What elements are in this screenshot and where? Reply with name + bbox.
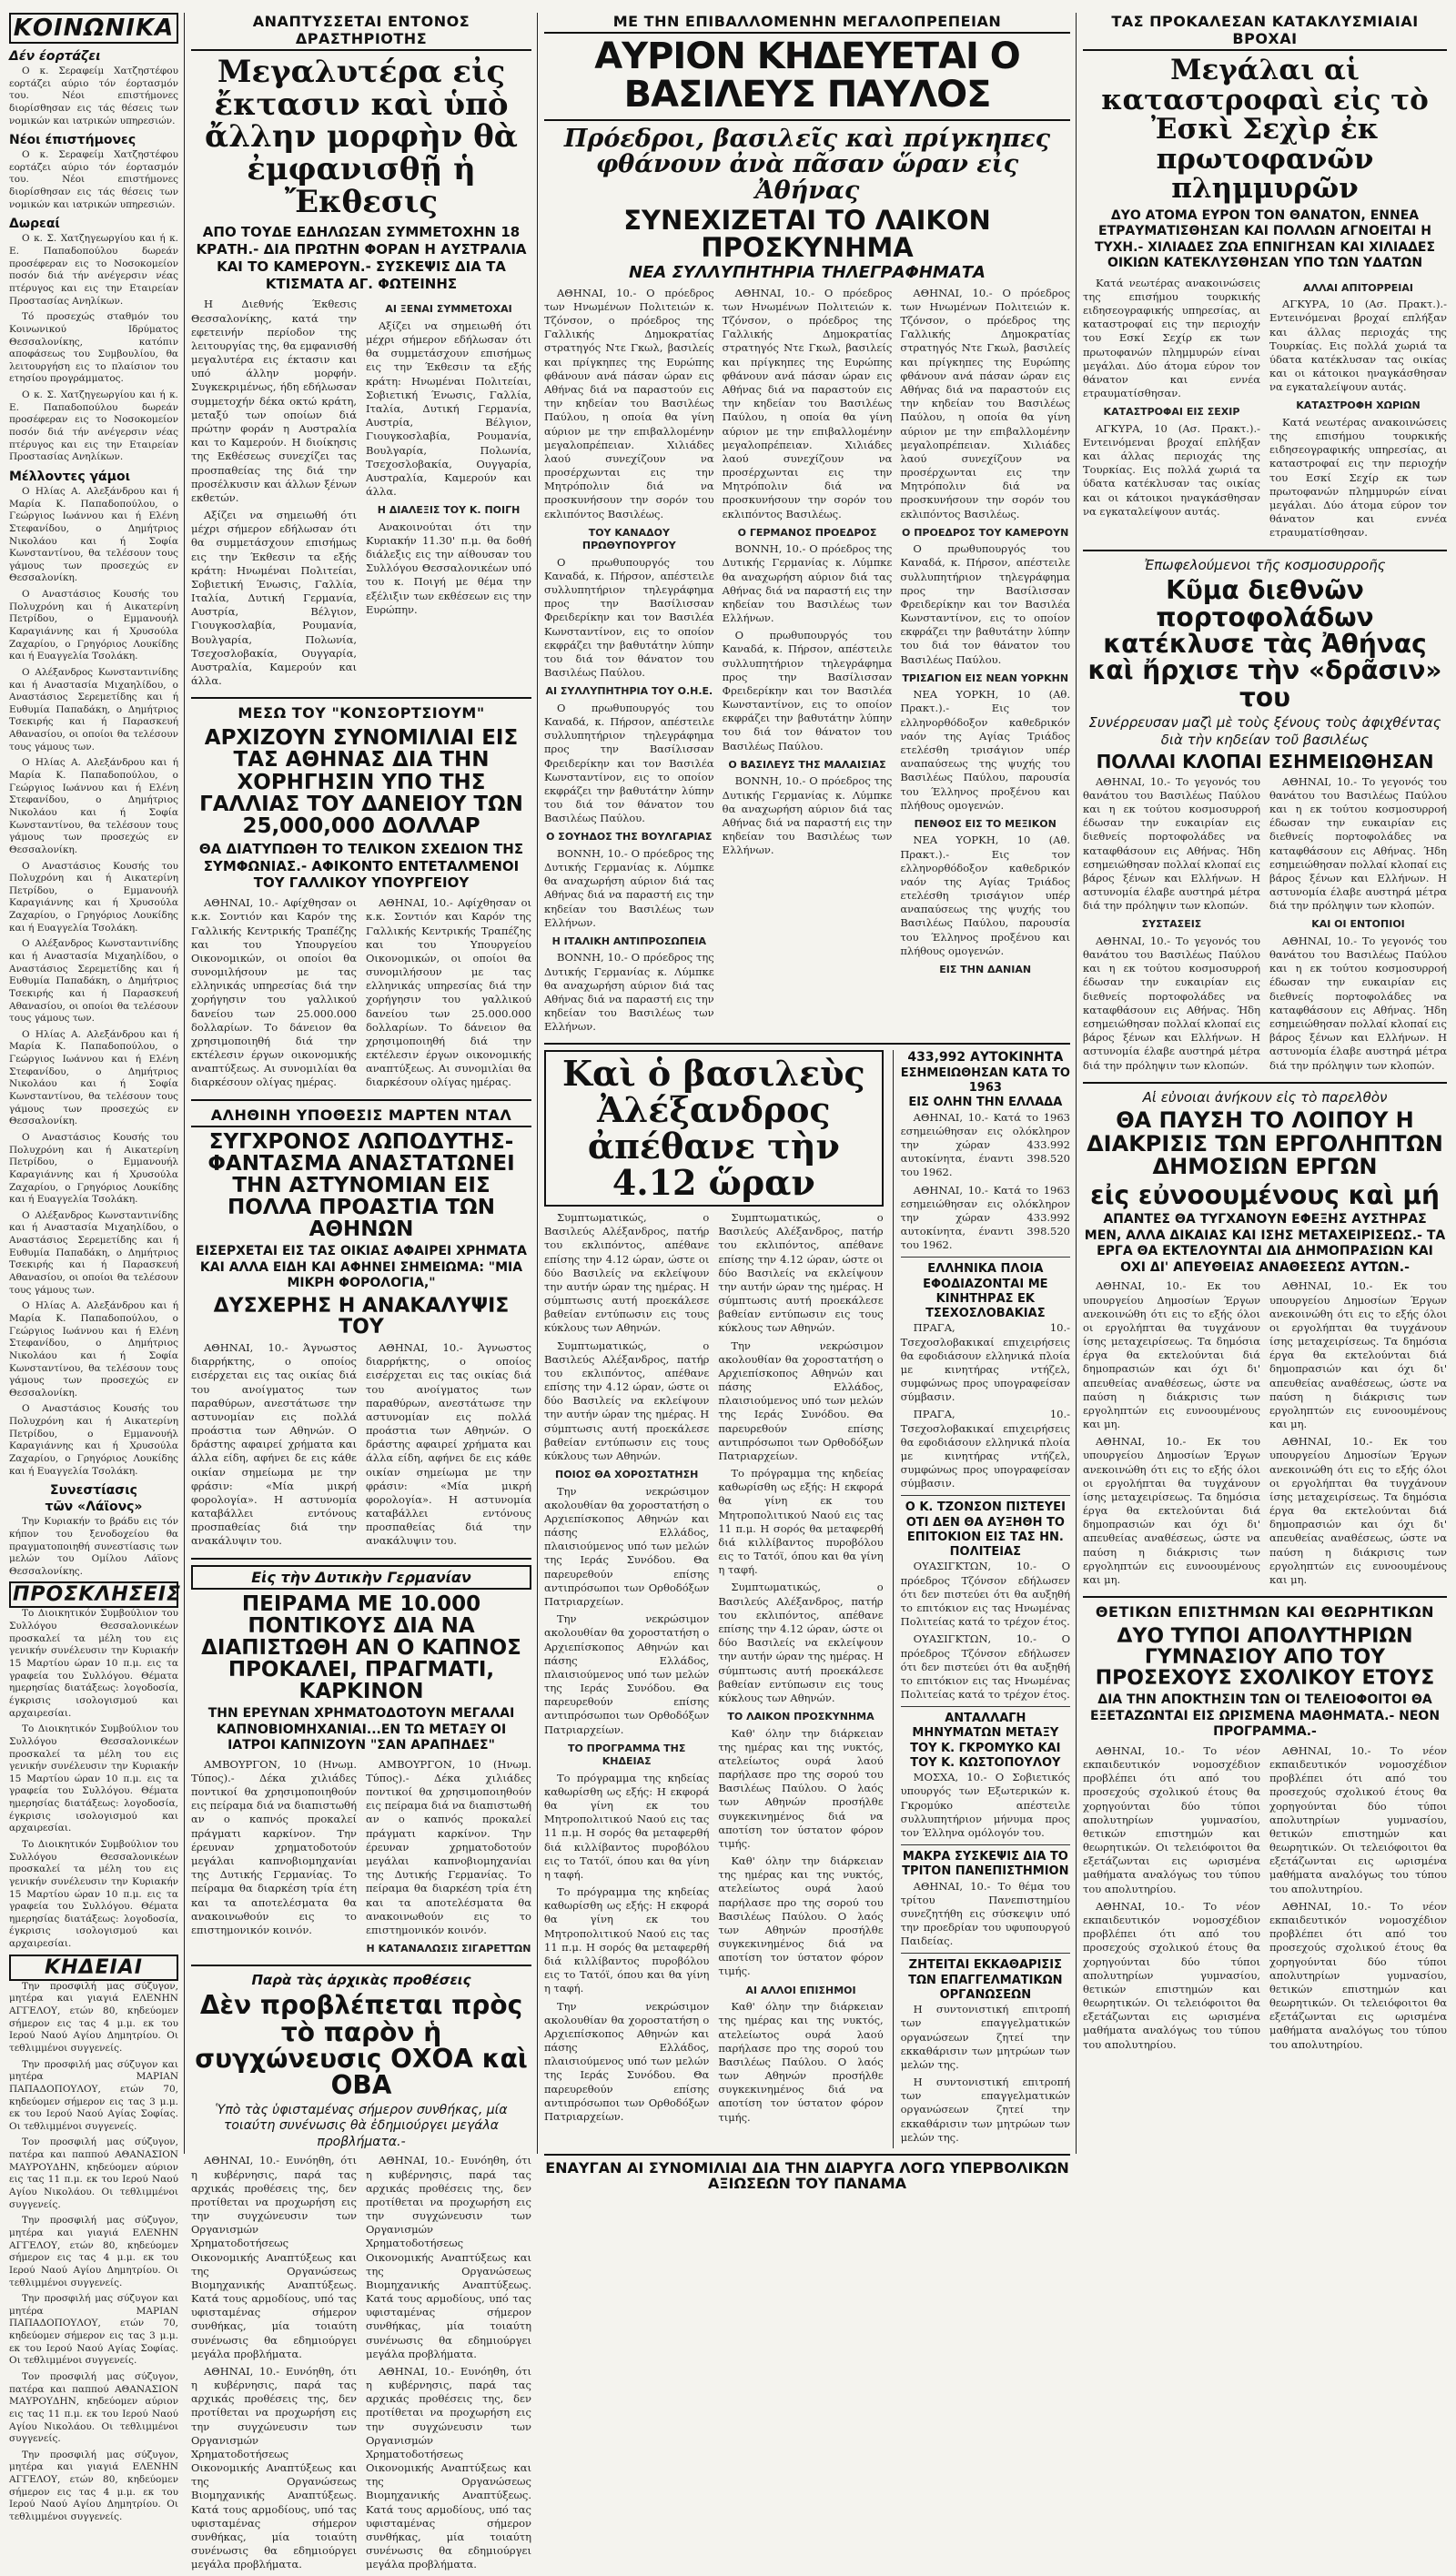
proskliseis-header: ΠΡΟΣΚΛΗΣΕΙΣ [9,1581,178,1608]
flood-body: Κατά νεωτέρας ανακοινώσεις της επισήμου τουρκικής ειδησεογραφικής υπηρεσίας, αι καταστροφαί εις την περιοχήν του Εσκί Σεχίρ εκ των πρωτοφανών πλημμυρών είναι μεγάλαι. Δύο άτομα εύρον τον θάνατον και εννέα ετραυματίσθησαν. ΚΑΤΑΣΤΡΟΦΑΙ ΕΙΣ ΣΕΧΙΡ ΑΓΚΥΡΑ, 10 (Ασ. Πρακτ.).- Εντεινόμεναι βροχαί επλήξαν και άλλας περιοχάς της Τουρκίας. Εις πολλά χωριά τα ύδατα κατέκλυσαν τας οικίας και οι κάτοικοι ηναγκάσθησαν να εγκαταλείψουν αυτάς. ΑΛΛΑΙ ΑΠΙΤΟΡΡΕΙΑΙ ΑΓΚΥΡΑ, 10 (Ασ. Πρακτ.).- Εντεινόμεναι βροχαί επλήξαν και άλλας περιοχάς της Τουρκίας. Εις πολλά χωριά τα ύδατα κατέκλυσαν τας οικίας και οι κάτοικοι ηναγκάσθησαν να εγκαταλείψουν αυτάς. ΚΑΤΑΣΤΡΟΦΗ ΧΩΡΙΩΝ Κατά νεωτέρας ανακοινώσεις της επισήμου τουρκικής ειδησεογραφικής υπηρεσίας, αι καταστροφαί εις την περιοχήν του Εσκί Σεχίρ εκ των πρωτοφανών πλημμυρών είναι μεγάλαι. Δύο άτομα εύρον τον θάνατον και εννέα ετραυματίσθησαν. [1083,276,1447,540]
gromyko-headline: ΑΝΤΑΛΛΑΓΗ ΜΗΝΥΜΑΤΩΝ ΜΕΤΑΞΥ ΤΟΥ Κ. ΓΚΡΟΜΥΚΟ ΚΑΙ ΤΟΥ Κ. ΚΩΣΤΟΠΟΥΛΟΥ [910,1712,1061,1770]
king-sect-3: ΑΙ ΣΥΛΛΥΠΗΤΗΡΙΑ ΤΟΥ Ο.Η.Ε. [545,685,713,698]
dorea-title: Δωρεαί [9,217,60,232]
kideiai-text: Την προσφιλή μας σύζυγον, μητέρα και γιαγιά ΕΛΕΝΗΝ ΑΓΓΕΛΟΥ, ετών 80, κηδεύομεν σήμερον εις τας 4 μ.μ. εκ του Ιερού Ναού Αγίου Δημητρίου. Οι τεθλιμμένοι συγγενείς. Την προσφιλή μας σύζυγον και μητέρα ΜΑΡΙΑΝ ΠΑΠΑΔΟΠΟΥΛΟΥ, ετών 70, κηδεύομεν σήμερον εις τας 3 μ.μ. εκ του Ιερού Ναού Αγίας Σοφίας. Οι τεθλιμμένοι συγγενείς. Τον προσφιλή μας σύζυγον, πατέρα και παππού ΑΘΑΝΑΣΙΟΝ ΜΑΥΡΟΥΔΗΝ, κηδεύομεν αύριον εις τας 11 π.μ. εκ του Ιερού Ναού Αγίου Νικολάου. Οι τεθλιμμένοι συγγενείς. Την προσφιλή μας σύζυγον, μητέρα και γιαγιά ΕΛΕΝΗΝ ΑΓΓΕΛΟΥ, ετών 80, κηδεύομεν σήμερον εις τας 4 μ.μ. εκ του Ιερού Ναού Αγίου Δημητρίου. Οι τεθλιμμένοι συγγενείς. Την προσφιλή μας σύζυγον και μητέρα ΜΑΡΙΑΝ ΠΑΠΑΔΟΠΟΥΛΟΥ, ετών 70, κηδεύομεν σήμερον εις τας 3 μ.μ. εκ του Ιερού Ναού Αγίας Σοφίας. Οι τεθλιμμένοι συγγενείς. Τον προσφιλή μας σύζυγον, πατέρα και παππού ΑΘΑΝΑΣΙΟΝ ΜΑΥΡΟΥΔΗΝ, κηδεύομεν αύριον εις τας 11 π.μ. εκ του Ιερού Ναού Αγίου Νικολάου. Οι τεθλιμμένοι συγγενείς. Την προσφιλή μας σύζυγον, μητέρα και γιαγιά ΕΛΕΝΗΝ ΑΓΓΕΛΟΥ, ετών 80, κηδεύομεν σήμερον εις τας 4 μ.μ. εκ του Ιερού Ναού Αγίου Δημητρίου. Οι τεθλιμμένοι συγγενείς. [9,1980,178,2523]
king-sect-10: Ο ΣΟΥΗΔΟΣ ΤΗΣ ΒΟΥΛΓΑΡΙΑΣ [546,831,713,844]
ochoa-sub: Ὑπὸ τὰς ὑφισταμένας σήμερον συνθήκας, μία τοιαύτη συνένωσις θὰ ἐδημιούργει μεγάλα προβλήματα.- [215,2102,508,2149]
king-sub-bold: ΣΥΝΕΧΙΖΕΤΑΙ ΤΟ ΛΑΙΚΟΝ ΠΡΟΣΚΥΝΗΜΑ [623,205,991,264]
exhibition-sect-1: ΑΙ ΞΕΝΑΙ ΣΥΜΜΕΤΟΧΑΙ [385,303,512,316]
exhibition-kicker: ΑΝΑΠΤΥΣΣΕΤΑΙ ΕΝΤΟΝΟΣ ΔΡΑΣΤΗΡΙΟΤΗΣ [191,13,531,51]
king-body: ΑΘΗΝΑΙ, 10.- Ο πρόεδρος των Ηνωμένων Πολιτειών κ. Τζόνσον, ο πρόεδρος της Γαλλικής Δημοκρατίας στρατηγός Ντε Γκωλ, βασιλείς και πρίγκηπες της Ευρώπης φθάνουν ανά πάσαν ώραν εις Αθήνας διά να παραστούν εις την κηδείαν του Βασιλέως Παύλου, η οποία θα γίνη αύριον με την επιβαλλομένην μεγαλοπρέπειαν. Χιλιάδες λαού συνεχίζουν να προσέρχωνται εις την Μητρόπολιν διά να προσκυνήσουν την σορόν του εκλιπόντος Βασιλέως. ΤΟΥ ΚΑΝΑΔΟΥ ΠΡΩΘΥΠΟΥΡΓΟΥ Ο πρωθυπουργός του Καναδά, κ. Πήρσον, απέστειλε συλλυπητήριον τηλεγράφημα προς την Βασίλισσαν Φρειδερίκην και τον Βασιλέα Κωνσταντίνον, εις το οποίον εκφράζει την βαθυτάτην λύπην του διά τον θάνατον του Βασιλέως Παύλου. ΑΙ ΣΥΛΛΥΠΗΤΗΡΙΑ ΤΟΥ Ο.Η.Ε. Ο πρωθυπουργός του Καναδά, κ. Πήρσον, απέστειλε συλλυπητήριον τηλεγράφημα προς την Βασίλισσαν Φρειδερίκην και τον Βασιλέα Κωνσταντίνον, εις το οποίον εκφράζει την βαθυτάτην λύπην του διά τον θάνατον του Βασιλέως Παύλου. Ο ΣΟΥΗΔΟΣ ΤΗΣ ΒΟΥΛΓΑΡΙΑΣ ΒΟΝΝΗ, 10.- Ο πρόεδρος της Δυτικής Γερμανίας κ. Λύμπκε θα αναχωρήση αύριον διά τας Αθήνας διά να παραστή εις την κηδείαν του Βασιλέως των Ελλήνων. Η ΙΤΑΛΙΚΗ ΑΝΤΙΠΡΟΣΩΠΕΙΑ ΒΟΝΝΗ, 10.- Ο πρόεδρος της Δυτικής Γερμανίας κ. Λύμπκε θα αναχωρήση αύριον διά τας Αθήνας διά να παραστή εις την κηδείαν του Βασιλέως των Ελλήνων. ΑΘΗΝΑΙ, 10.- Ο πρόεδρος των Ηνωμένων Πολιτειών κ. Τζόνσον, ο πρόεδρος της Γαλλικής Δημοκρατίας στρατηγός Ντε Γκωλ, βασιλείς και πρίγκηπες της Ευρώπης φθάνουν ανά πάσαν ώραν εις Αθήνας διά να παραστούν εις την κηδείαν του Βασιλέως Παύλου, η οποία θα γίνη αύριον με την επιβαλλομένην μεγαλοπρέπειαν. Χιλιάδες λαού συνεχίζουν να προσέρχωνται εις την Μητρόπολιν διά να προσκυνήσουν την σορόν του εκλιπόντος Βασιλέως. Ο ΓΕΡΜΑΝΟΣ ΠΡΟΕΔΡΟΣ ΒΟΝΝΗ, 10.- Ο πρόεδρος της Δυτικής Γερμανίας κ. Λύμπκε θα αναχωρήση αύριον διά τας Αθήνας διά να παραστή εις την κηδείαν του Βασιλέως των Ελλήνων. Ο πρωθυπουργός του Καναδά, κ. Πήρσον, απέστειλε συλλυπητήριον τηλεγράφημα προς την Βασίλισσαν Φρειδερίκην και τον Βασιλέα Κωνσταντίνον, εις το οποίον εκφράζει την βαθυτάτην λύπην του διά τον θάνατον του Βασιλέως Παύλου. Ο ΒΑΣΙΛΕΥΣ ΤΗΣ ΜΑΛΑΙΣΙΑΣ ΒΟΝΝΗ, 10.- Ο πρόεδρος της Δυτικής Γερμανίας κ. Λύμπκε θα αναχωρήση αύριον διά τας Αθήνας διά να παραστή εις την κηδείαν του Βασιλέως των Ελλήνων. ΑΘΗΝΑΙ, 10.- Ο πρόεδρος των Ηνωμένων Πολιτειών κ. Τζόνσον, ο πρόεδρος της Γαλλικής Δημοκρατίας στρατηγός Ντε Γκωλ, βασιλείς και πρίγκηπες της Ευρώπης φθάνουν ανά πάσαν ώραν εις Αθήνας διά να παραστούν εις την κηδείαν του Βασιλέως Παύλου, η οποία θα γίνη αύριον με την επιβαλλομένην μεγαλοπρέπειαν. Χιλιάδες λαού συνεχίζουν να προσέρχωνται εις την Μητρόπολιν διά να προσκυνήσουν την σορόν του εκλιπόντος Βασιλέως. Ο ΠΡΟΕΔΡΟΣ ΤΟΥ ΚΑΜΕΡΟΥΝ Ο πρωθυπουργός του Καναδά, κ. Πήρσον, απέστειλε συλλυπητήριον τηλεγράφημα προς την Βασίλισσαν Φρειδερίκην και τον Βασιλέα Κωνσταντίνον, εις το οποίον εκφράζει την βαθυτάτην λύπην του διά τον θάνατον του Βασιλέως Παύλου. ΤΡΙΣΑΓΙΟΝ ΕΙΣ ΝΕΑΝ ΥΟΡΚΗΝ ΝΕΑ ΥΟΡΚΗ, 10 (Αθ. Πρακτ.).- Εις τον ελληνορθόδοξον καθεδρικόν ναόν της Αγίας Τριάδος ετελέσθη τρισάγιον υπέρ αναπαύσεως της ψυχής του Βασιλέως Παύλου, παρουσία του Έλληνος προξένου και πλήθους ομογενών. ΠΕΝΘΟΣ ΕΙΣ ΤΟ ΜΕΞΙΚΟΝ ΝΕΑ ΥΟΡΚΗ, 10 (Αθ. Πρακτ.).- Εις τον ελληνορθόδοξον καθεδρικόν ναόν της Αγίας Τριάδος ετελέσθη τρισάγιον υπέρ αναπαύσεως της ψυχής του Βασιλέως Παύλου, παρουσία του Έλληνος προξένου και πλήθους ομογενών. ΕΙΣ ΤΗΝ ΔΑΝΙΑΝ [544,286,1071,1034]
kideiai-header: ΚΗΔΕΙΑΙ [9,1955,178,1981]
mice-sub: ΤΗΝ ΕΡΕΥΝΑΝ ΧΡΗΜΑΤΟΔΟΤΟΥΝ ΜΕΓΑΛΑΙ ΚΑΠΝΟΒΙΟΜΗΧΑΝΙΑΙ...ΕΝ ΤΩ ΜΕΤΑΞΥ ΟΙ ΙΑΤΡΟΙ ΚΑΠΝΙΖΟΥΝ "ΣΑΝ ΑΡΑΠΗΔΕΣ" [207,1706,515,1753]
column-2 [191,13,531,2571]
organizations-body: Η συντονιστική επιτροπή των επαγγελματικών οργανώσεων ζητεί την εκκαθάρισιν των μητρώων των μελών της. Η συντονιστική επιτροπή των επαγγελματικών οργανώσεων ζητεί την εκκαθάρισιν των μητρώων των μελών της. [900,2003,1070,2144]
pickpocket-kicker: Ἐπωφελούμενοι τῆς κοσμοσυρροῆς [1144,556,1386,573]
cars-kicker-2: ΕΣΗΜΕΙΩΘΗΣΑΝ ΚΑΤΑ ΤΟ 1963 [900,1066,1070,1096]
alexander-sect-3: ΤΟ ΛΑΙΚΟΝ ΠΡΟΣΚΥΝΗΜΑ [727,1711,875,1723]
ships-body: ΠΡΑΓΑ, 10.- Τσεχοσλοβακικαί επιχειρήσεις θα εφοδιάσουν ελληνικά πλοία με κινητήρας ντήζελ, συμφώνως προς υπογραφείσαν σύμβασιν. ΠΡΑΓΑ, 10.- Τσεχοσλοβακικαί επιχειρήσεις θα εφοδιάσουν ελληνικά πλοία με κινητήρας ντήζελ, συμφώνως προς υπογραφείσαν σύμβασιν. [900,1321,1070,1490]
king-headline: ΑΥΡΙΟΝ ΚΗΔΕΥΕΤΑΙ Ο ΒΑΣΙΛΕΥΣ ΠΑΥΛΟΣ [594,35,1020,116]
pickpocket-sect-1: ΚΑΙ ΟΙ ΕΝΤΟΠΙΟΙ [1311,918,1405,931]
giortazei-title: Δέν έορτάζει [9,49,101,64]
alexander-body: Συμπτωματικώς, ο Βασιλεύς Αλέξανδρος, πατήρ του εκλιπόντος, απέθανε επίσης την 4.12 ώραν, ώστε οι δύο Βασιλείς να εκλείψουν την αυτήν ώραν της ημέρας. Η σύμπτωσις αυτή προεκάλεσε βαθείαν εντύπωσιν εις τους κύκλους των Αθηνών. Συμπτωματικώς, ο Βασιλεύς Αλέξανδρος, πατήρ του εκλιπόντος, απέθανε επίσης την 4.12 ώραν, ώστε οι δύο Βασιλείς να εκλείψουν την αυτήν ώραν της ημέρας. Η σύμπτωσις αυτή προεκάλεσε βαθείαν εντύπωσιν εις τους κύκλους των Αθηνών. ΠΟΙΟΣ ΘΑ ΧΟΡΟΣΤΑΤΗΣΗ Την νεκρώσιμον ακολουθίαν θα χοροστατήση ο Αρχιεπίσκοπος Αθηνών και πάσης Ελλάδος, πλαισιούμενος υπό των μελών της Ιεράς Συνόδου. Θα παρευρεθούν επίσης αντιπρόσωποι των Ορθοδόξων Πατριαρχείων. Την νεκρώσιμον ακολουθίαν θα χοροστατήση ο Αρχιεπίσκοπος Αθηνών και πάσης Ελλάδος, πλαισιούμενος υπό των μελών της Ιεράς Συνόδου. Θα παρευρεθούν επίσης αντιπρόσωποι των Ορθοδόξων Πατριαρχείων. ΤΟ ΠΡΟΓΡΑΜΜΑ ΤΗΣ ΚΗΔΕΙΑΣ Το πρόγραμμα της κηδείας καθωρίσθη ως εξής: Η εκφορά θα γίνη εκ του Μητροπολιτικού Ναού εις τας 11 π.μ. Η σορός θα μεταφερθή διά κιλλίβαντος πυροβόλου εις το Τατόϊ, όπου και θα γίνη η ταφή. Το πρόγραμμα της κηδείας καθωρίσθη ως εξής: Η εκφορά θα γίνη εκ του Μητροπολιτικού Ναού εις τας 11 π.μ. Η σορός θα μεταφερθή διά κιλλίβαντος πυροβόλου εις το Τατόϊ, όπου και θα γίνη η ταφή. Την νεκρώσιμον ακολουθίαν θα χοροστατήση ο Αρχιεπίσκοπος Αθηνών και πάσης Ελλάδος, πλαισιούμενος υπό των μελών της Ιεράς Συνόδου. Θα παρευρεθούν επίσης αντιπρόσωποι των Ορθοδόξων Πατριαρχείων. Συμπτωματικώς, ο Βασιλεύς Αλέξανδρος, πατήρ του εκλιπόντος, απέθανε επίσης την 4.12 ώραν, ώστε οι δύο Βασιλείς να εκλείψουν την αυτήν ώραν της ημέρας. Η σύμπτωσις αυτή προεκάλεσε βαθείαν εντύπωσιν εις τους κύκλους των Αθηνών. Την νεκρώσιμον ακολουθίαν θα χοροστατήση ο Αρχιεπίσκοπος Αθηνών και πάσης Ελλάδος, πλαισιούμενος υπό των μελών της Ιεράς Συνόδου. Θα παρευρεθούν επίσης αντιπρόσωποι των Ορθοδόξων Πατριαρχείων. Το πρόγραμμα της κηδείας καθωρίσθη ως εξής: Η εκφορά θα γίνη εκ του Μητροπολιτικού Ναού εις τας 11 π.μ. Η σορός θα μεταφερθή διά κιλλίβαντος πυροβόλου εις το Τατόϊ, όπου και θα γίνη η ταφή. Συμπτωματικώς, ο Βασιλεύς Αλέξανδρος, πατήρ του εκλιπόντος, απέθανε επίσης την 4.12 ώραν, ώστε οι δύο Βασιλείς να εκλείψουν την αυτήν ώραν της ημέρας. Η σύμπτωσις αυτή προεκάλεσε βαθείαν εντύπωσιν εις τους κύκλους των Αθηνών. ΤΟ ΛΑΙΚΟΝ ΠΡΟΣΚΥΝΗΜΑ Καθ' όλην την διάρκειαν της ημέρας και της νυκτός, ατελείωτος ουρά λαού παρήλασε προ της σορού του Βασιλέως Παύλου. Ο λαός των Αθηνών προσήλθε συγκεκινημένος διά να αποτίση τον ύστατον φόρον τιμής. Καθ' όλην την διάρκειαν της ημέρας και της νυκτός, ατελείωτος ουρά λαού παρήλασε προ της σορού του Βασιλέως Παύλου. Ο λαός των Αθηνών προσήλθε συγκεκινημένος διά να αποτίση τον ύστατον φόρον τιμής. ΑΙ ΑΛΛΟΙ ΕΠΙΣΗΜΟΙ Καθ' όλην την διάρκειαν της ημέρας και της νυκτός, ατελείωτος ουρά λαού παρήλασε προ της σορού του Βασιλέως Παύλου. Ο λαός των Αθηνών προσήλθε συγκεκινημένος διά να αποτίση τον ύστατον φόρον τιμής. [544,1211,884,2124]
gamoi-text: Ο Ηλίας Α. Αλεξάνδρου και ή Μαρία Κ. Παπαδοπούλου, ο Γεώργιος Ιωάννου και ή Ελένη Στεφανίδου, ο Δημήτριος Νικολάου και ή Σοφία Κωνσταντίνου, θα τελέσουν τους γάμους των προσεχώς εν Θεσσαλονίκη. Ο Αναστάσιος Κουσής του Πολυχρόνη και ή Αικατερίνη Πετρίδου, ο Εμμανουήλ Καραγιάννης και ή Χρυσούλα Ζαχαρίου, ο Γρηγόριος Λουκίδης και ή Ευαγγελία Τσολάκη. Ο Αλέξανδρος Κωνσταντινίδης και ή Αναστασία Μιχαηλίδου, ο Αναστάσιος Σερεμετίδης και ή Ευθυμία Παπαδάκη, ο Δημήτριος Τσεκιρής και ή Παρασκευή Αθανασίου, οι οποίοι θα τελέσουν τους γάμους των. Ο Ηλίας Α. Αλεξάνδρου και ή Μαρία Κ. Παπαδοπούλου, ο Γεώργιος Ιωάννου και ή Ελένη Στεφανίδου, ο Δημήτριος Νικολάου και ή Σοφία Κωνσταντίνου, θα τελέσουν τους γάμους των προσεχώς εν Θεσσαλονίκη. Ο Αναστάσιος Κουσής του Πολυχρόνη και ή Αικατερίνη Πετρίδου, ο Εμμανουήλ Καραγιάννης και ή Χρυσούλα Ζαχαρίου, ο Γρηγόριος Λουκίδης και ή Ευαγγελία Τσολάκη. Ο Αλέξανδρος Κωνσταντινίδης και ή Αναστασία Μιχαηλίδου, ο Αναστάσιος Σερεμετίδης και ή Ευθυμία Παπαδάκη, ο Δημήτριος Τσεκιρής και ή Παρασκευή Αθανασίου, οι οποίοι θα τελέσουν τους γάμους των. Ο Ηλίας Α. Αλεξάνδρου και ή Μαρία Κ. Παπαδοπούλου, ο Γεώργιος Ιωάννου και ή Ελένη Στεφανίδου, ο Δημήτριος Νικολάου και ή Σοφία Κωνσταντίνου, θα τελέσουν τους γάμους των προσεχώς εν Θεσσαλονίκη. Ο Αναστάσιος Κουσής του Πολυχρόνη και ή Αικατερίνη Πετρίδου, ο Εμμανουήλ Καραγιάννης και ή Χρυσούλα Ζαχαρίου, ο Γρηγόριος Λουκίδης και ή Ευαγγελία Τσολάκη. Ο Αλέξανδρος Κωνσταντινίδης και ή Αναστασία Μιχαηλίδου, ο Αναστάσιος Σερεμετίδης και ή Ευθυμία Παπαδάκη, ο Δημήτριος Τσεκιρής και ή Παρασκευή Αθανασίου, οι οποίοι θα τελέσουν τους γάμους των. Ο Ηλίας Α. Αλεξάνδρου και ή Μαρία Κ. Παπαδοπούλου, ο Γεώργιος Ιωάννου και ή Ελένη Στεφανίδου, ο Δημήτριος Νικολάου και ή Σοφία Κωνσταντίνου, θα τελέσουν τους γάμους των προσεχώς εν Θεσσαλονίκη. Ο Αναστάσιος Κουσής του Πολυχρόνη και ή Αικατερίνη Πετρίδου, ο Εμμανουήλ Καραγιάννης και ή Χρυσούλα Ζαχαρίου, ο Γρηγόριος Λουκίδης και ή Ευαγγελία Τσολάκη. [9,485,178,1477]
king-sub-italic2: ΝΕΑ ΣΥΛΛΥΠΗΤΗΡΙΑ ΤΗΛΕΓΡΑΦΗΜΑΤΑ [629,262,986,282]
exhibition-sect-2: Η ΔΙΑΛΕΞΙΣ ΤΟΥ Κ. ΠΟΙΓΗ [377,504,521,517]
contractors-body: ΑΘΗΝΑΙ, 10.- Εκ του υπουργείου Δημοσίων Έργων ανεκοινώθη ότι εις το εξής όλοι οι εργολήπται θα τυγχάνουν ίσης μεταχειρίσεως. Τα δημόσια έργα θα εκτελούνται διά δημοπρασιών και όχι δι' απευθείας αναθέσεως, ώστε να παύση η διάκρισις των εργοληπτών εις ευνοουμένους και μη. ΑΘΗΝΑΙ, 10.- Εκ του υπουργείου Δημοσίων Έργων ανεκοινώθη ότι εις το εξής όλοι οι εργολήπται θα τυγχάνουν ίσης μεταχειρίσεως. Τα δημόσια έργα θα εκτελούνται διά δημοπρασιών και όχι δι' απευθείας αναθέσεως, ώστε να παύση η διάκρισις των εργοληπτών εις ευνοουμένους και μη. ΑΘΗΝΑΙ, 10.- Εκ του υπουργείου Δημοσίων Έργων ανεκοινώθη ότι εις το εξής όλοι οι εργολήπται θα τυγχάνουν ίσης μεταχειρίσεως. Τα δημόσια έργα θα εκτελούνται διά δημοπρασιών και όχι δι' απευθείας αναθέσεως, ώστε να παύση η διάκρισις των εργοληπτών εις ευνοουμένους και μη. ΑΘΗΝΑΙ, 10.- Εκ του υπουργείου Δημοσίων Έργων ανεκοινώθη ότι εις το εξής όλοι οι εργολήπται θα τυγχάνουν ίσης μεταχειρίσεως. Τα δημόσια έργα θα εκτελούνται διά δημοπρασιών και όχι δι' απευθείας αναθέσεως, ώστε να παύση η διάκρισις των εργοληπτών εις ευνοουμένους και μη. [1083,1279,1447,1586]
column-rule [537,13,538,2154]
neoi-epistimones-title: Νέοι έπιστήμονες [9,133,136,148]
johnson-body: ΟΥΑΣΙΓΚΤΩΝ, 10.- Ο πρόεδρος Τζόνσον εδήλωσεν ότι δεν πιστεύει ότι θα αυξηθή το επιτόκιον εις τας Ηνωμένας Πολιτείας κατά το τρέχον έτος. ΟΥΑΣΙΓΚΤΩΝ, 10.- Ο πρόεδρος Τζόνσον εδήλωσεν ότι δεν πιστεύει ότι θα αυξηθή το επιτόκιον εις τας Ηνωμένας Πολιτείας κατά το τρέχον έτος. [900,1560,1070,1702]
flood-kicker: ΤΑΣ ΠΡΟΚΑΛΕΣΑΝ ΚΑΤΑΚΛΥΣΜΙΑΙΑΙ ΒΡΟΧΑΙ [1083,13,1447,51]
column-3 [544,13,1071,2192]
flood-sect-2: ΚΑΤΑΣΤΡΟΦΑΙ ΕΙΣ ΣΕΧΙΡ [1103,406,1240,419]
university-body: ΑΘΗΝΑΙ, 10.- Το θέμα του τρίτου Πανεπιστημίου συνεζητήθη εις σύσκεψιν υπό την προεδρίαν του υφυπουργού Παιδείας. [900,1879,1070,1948]
center-briefs [893,1050,1070,2147]
flood-sect-1: ΑΛΛΑΙ ΑΠΙΤΟΡΡΕΙΑΙ [1303,281,1413,294]
school-kicker: ΘΕΤΙΚΩΝ ΕΠΙΣΤΗΜΩΝ ΚΑΙ ΘΕΩΡΗΤΙΚΩΝ [1095,1603,1435,1621]
cars-kicker-1: 433,992 ΑΥΤΟΚΙΝΗΤΑ [907,1050,1064,1066]
loan-headline: ΑΡΧΙΖΟΥΝ ΣΥΝΟΜΙΛΙΑΙ ΕΙΣ ΤΑΣ ΑΘΗΝΑΣ ΔΙΑ ΤΗΝ ΧΟΡΗΓΗΣΙΝ ΥΠΟ ΤΗΣ ΓΑΛΛΙΑΣ ΤΟΥ ΔΑΝΕΙΟΥ ΤΩΝ 25,000,000 ΔΟΛΛΑΡ [199,726,523,838]
university-headline: ΜΑΚΡΑ ΣΥΣΚΕΨΙΣ ΔΙΑ ΤΟ ΤΡΙΤΟΝ ΠΑΝΕΠΙΣΤΗΜΙΟΝ [902,1850,1069,1879]
thief-sub: ΕΙΣΕΡΧΕΤΑΙ ΕΙΣ ΤΑΣ ΟΙΚΙΑΣ ΑΦΑΙΡΕΙ ΧΡΗΜΑΤΑ ΚΑΙ ΑΛΛΑ ΕΙΔΗ ΚΑΙ ΑΦΗΝΕΙ ΣΗΜΕΙΩΜΑ: "ΜΙΑ ΜΙΚΡΗ ΦΟΡΟΛΟΓΙΑ," [195,1244,528,1291]
king-sect-2: Ο ΓΕΡΜΑΝΟΣ ΠΡΟΕΔΡΟΣ [737,526,877,539]
thief-sub2: ΔΥΣΧΕΡΗΣ Η ΑΝΑΚΑΛΥΨΙΣ ΤΟΥ [213,1294,510,1339]
loan-sub: ΘΑ ΔΙΑΤΥΠΩΘΗ ΤΟ ΤΕΛΙΚΟΝ ΣΧΕΔΙΟΝ ΤΗΣ ΣΥΜΦΩΝΙΑΣ.- ΑΦΙΚΟΝΤΟ ΕΝΤΕΤΑΛΜΕΝΟΙ ΤΟΥ ΓΑΛΛΙΚΟΥ ΥΠΟΥΡΓΕΙΟΥ [198,840,524,892]
contractors-kicker: Αἱ εὐνοιαι ἀνήκουν εἰς τὸ παρελθὸν [1142,1088,1388,1106]
dorea-text: Ο κ. Σ. Χατζηγεωργίου και ή κ. Ε. Παπαδοπούλου δωρεάν προσέφεραν εις το Νοσοκομείον ποσόν διά τήν ανέγερσιν νέας πτέρυγος και εις την Εταιρείαν Προστασίας Ανηλίκων. Τό προσεχώς σταθμόν του Κοινωνικού Ιδρύματος Θεσσαλονίκης, κατόπιν αποφάσεως του Συμβουλίου, θα λειτουργήση εις το πλαίσιον του ετησίου προγράμματος. Ο κ. Σ. Χατζηγεωργίου και ή κ. Ε. Παπαδοπούλου δωρεάν προσέφεραν εις το Νοσοκομείον ποσόν διά τήν ανέγερσιν νέας πτέρυγος και εις την Εταιρείαν Προστασίας Ανηλίκων. [9,233,178,463]
column-rule [1076,13,1077,2154]
school-sub: ΔΙΑ ΤΗΝ ΑΠΟΚΤΗΣΙΝ ΤΩΝ ΟΙ ΤΕΛΕΙΟΦΟΙΤΟΙ ΘΑ ΕΞΕΤΑΖΩΝΤΑΙ ΕΙΣ ΩΡΙΣΜΕΝΑ ΜΑΘΗΜΑΤΑ.- ΝΕΟΝ ΠΡΟΓΡΑΜΜΑ.- [1089,1692,1441,1740]
alexander-sect-2: ΤΟ ΠΡΟΓΡΑΜΜΑ ΤΗΣ ΚΗΔΕΙΑΣ [567,1742,686,1768]
mice-kicker: Εἰς τὴν Δυτικὴν Γερμανίαν [191,1565,531,1590]
left-column [9,13,182,2523]
contractors-headline: ΘΑ ΠΑΥΣΗ ΤΟ ΛΟΙΠΟΥ Η ΔΙΑΚΡΙΣΙΣ ΤΩΝ ΕΡΓΟΛΗΠΤΩΝ ΔΗΜΟΣΙΩΝ ΕΡΓΩΝ [1087,1107,1443,1179]
flood-sub: ΔΥΟ ΑΤΟΜΑ ΕΥΡΟΝ ΤΟΝ ΘΑΝΑΤΟΝ, ΕΝΝΕΑ ΕΤΡΑΥΜΑΤΙΣΘΗΣΑΝ ΚΑΙ ΠΟΛΛΩΝ ΑΓΝΟΕΙΤΑΙ Η ΤΥΧΗ.- ΧΙΛΙΑΔΕΣ ΖΩΑ ΕΠΝΙΓΗΣΑΝ ΚΑΙ ΧΙΛΙΑΔΕΣ ΟΙΚΙΩΝ ΚΑΤΕΚΛΥΣΘΗΣΑΝ ΥΠΟ ΤΩΝ ΥΔΑΤΩΝ [1094,207,1436,271]
cars-kicker-3: ΕΙΣ ΟΛΗΝ ΤΗΝ ΕΛΛΑΔΑ [908,1096,1063,1110]
loan-body: ΑΘΗΝΑΙ, 10.- Αφίχθησαν οι κ.κ. Σοντιόν και Καρόν της Γαλλικής Κεντρικής Τραπέζης και του Υπουργείου Οικονομικών, οι οποίοι θα συνομιλήσουν με τας ελληνικάς υπηρεσίας διά την χορήγησιν του γαλλικού δανείου των 25.000.000 δολλαρίων. Το δάνειον θα χρησιμοποιηθή διά την εκτέλεσιν έργων οικονομικής αναπτύξεως. Αι συνομιλίαι θα διαρκέσουν ολίγας ημέρας. ΑΘΗΝΑΙ, 10.- Αφίχθησαν οι κ.κ. Σοντιόν και Καρόν της Γαλλικής Κεντρικής Τραπέζης και του Υπουργείου Οικονομικών, οι οποίοι θα συνομιλήσουν με τας ελληνικάς υπηρεσίας διά την χορήγησιν του γαλλικού δανείου των 25.000.000 δολλαρίων. Το δάνειον θα χρησιμοποιηθή διά την εκτέλεσιν έργων οικονομικής αναπτύξεως. Αι συνομιλίαι θα διαρκέσουν ολίγας ημέρας. [191,896,531,1089]
king-sect-9: Ο ΒΑΣΙΛΕΥΣ ΤΗΣ ΜΑΛΑΙΣΙΑΣ [728,758,886,771]
synestiasis-text: Την Κυριακήν το βράδυ εις τόν κήπον του ξενοδοχείου θα πραγματοποιηθή συνεστίασις των μελών του Ομίλου Λάϊονς Θεσσαλονίκης. [9,1516,178,1577]
column-4 [1083,13,1447,2154]
pickpocket-body: ΑΘΗΝΑΙ, 10.- Το γεγονός του θανάτου του Βασιλέως Παύλου και η εκ τούτου κοσμοσυρροή έδωσαν την ευκαιρίαν εις διεθνείς πορτοφολάδες να καταφθάσουν εις Αθήνας. Ήδη εσημειώθησαν πολλαί κλοπαί εις βάρος ξένων και Ελλήνων. Η αστυνομία έλαβε αυστηρά μέτρα διά την πρόληψιν των κλοπών. ΣΥΣΤΑΣΕΙΣ ΑΘΗΝΑΙ, 10.- Το γεγονός του θανάτου του Βασιλέως Παύλου και η εκ τούτου κοσμοσυρροή έδωσαν την ευκαιρίαν εις διεθνείς πορτοφολάδες να καταφθάσουν εις Αθήνας. Ήδη εσημειώθησαν πολλαί κλοπαί εις βάρος ξένων και Ελλήνων. Η αστυνομία έλαβε αυστηρά μέτρα διά την πρόληψιν των κλοπών. ΑΘΗΝΑΙ, 10.- Το γεγονός του θανάτου του Βασιλέως Παύλου και η εκ τούτου κοσμοσυρροή έδωσαν την ευκαιρίαν εις διεθνείς πορτοφολάδες να καταφθάσουν εις Αθήνας. Ήδη εσημειώθησαν πολλαί κλοπαί εις βάρος ξένων και Ελλήνων. Η αστυνομία έλαβε αυστηρά μέτρα διά την πρόληψιν των κλοπών. ΚΑΙ ΟΙ ΕΝΤΟΠΙΟΙ ΑΘΗΝΑΙ, 10.- Το γεγονός του θανάτου του Βασιλέως Παύλου και η εκ τούτου κοσμοσυρροή έδωσαν την ευκαιρίαν εις διεθνείς πορτοφολάδες να καταφθάσουν εις Αθήνας. Ήδη εσημειώθησαν πολλαί κλοπαί εις βάρος ξένων και Ελλήνων. Η αστυνομία έλαβε αυστηρά μέτρα διά την πρόληψιν των κλοπών. [1083,774,1447,1072]
neoi-text: Ο κ. Σεραφείμ Χατζηστέφου εορτάζει αύριο τόν έορτασμόν του. Νέοι επιστήμονες διορίσθησαν εις τάς θέσεις των νομικών και ιατρικών υπηρεσιών. [9,149,178,210]
thief-kicker: ΑΛΗΘΙΝΗ ΥΠΟΘΕΣΙΣ ΜΑΡΤΕΝ ΝΤΑΛ [191,1106,531,1127]
mice-body: ΑΜΒΟΥΡΓΟΝ, 10 (Ηνωμ. Τύπος).- Δέκα χιλιάδες ποντικοί θα χρησιμοποιηθούν εις πείραμα διά να διαπιστωθή αν ο καπνός προκαλεί πράγματι καρκίνον. Την έρευναν χρηματοδοτούν μεγάλαι καπνοβιομηχανίαι της Δυτικής Γερμανίας. Το πείραμα θα διαρκέση τρία έτη και τα αποτελέσματα θα ανακοινωθούν εις το επιστημονικόν κοινόν. ΑΜΒΟΥΡΓΟΝ, 10 (Ηνωμ. Τύπος).- Δέκα χιλιάδες ποντικοί θα χρησιμοποιηθούν εις πείραμα διά να διαπιστωθή αν ο καπνός προκαλεί πράγματι καρκίνον. Την έρευναν χρηματοδοτούν μεγάλαι καπνοβιομηχανίαι της Δυτικής Γερμανίας. Το πείραμα θα διαρκέση τρία έτη και τα αποτελέσματα θα ανακοινωθούν εις το επιστημονικόν κοινόν. Η ΚΑΤΑΝΑΛΩΣΙΣ ΣΙΓΑΡΕΤΤΩΝ [191,1757,531,1955]
synestiasis-title: Συνεστίασις [50,1483,137,1499]
laionos-title: τῶν «Λάϊονς» [45,1500,143,1515]
thief-body: ΑΘΗΝΑΙ, 10.- Άγνωστος διαρρήκτης, ο οποίος εισέρχεται εις τας οικίας διά του ανοίγματος των παραθύρων, ανεστάτωσε την αστυνομίαν εις πολλά προάστια των Αθηνών. Ο δράστης αφαιρεί χρήματα και άλλα είδη, αφήνει δε εις κάθε οικίαν σημείωμα με την φράσιν: «Μία μικρή φορολογία». Η αστυνομία καταβάλλει εντόνους προσπαθείας διά την ανακάλυψιν του. ΑΘΗΝΑΙ, 10.- Άγνωστος διαρρήκτης, ο οποίος εισέρχεται εις τας οικίας διά του ανοίγματος των παραθύρων, ανεστάτωσε την αστυνομίαν εις πολλά προάστια των Αθηνών. Ο δράστης αφαιρεί χρήματα και άλλα είδη, αφήνει δε εις κάθε οικίαν σημείωμα με την φράσιν: «Μία μικρή φορολογία». Η αστυνομία καταβάλλει εντόνους προσπαθείας διά την ανακάλυψιν του. [191,1341,531,1548]
king-sect-6: ΠΕΝΘΟΣ ΕΙΣ ΤΟ ΜΕΞΙΚΟΝ [914,817,1057,830]
king-sect-4: Ο ΠΡΟΕΔΡΟΣ ΤΟΥ ΚΑΜΕΡΟΥΝ [902,526,1069,539]
mice-sect: Η ΚΑΤΑΝΑΛΩΣΙΣ ΣΙΓΑΡΕΤΤΩΝ [366,1943,531,1955]
cars-body: ΑΘΗΝΑΙ, 10.- Κατά το 1963 εσημειώθησαν εις ολόκληρον την χώραν 433.992 αυτοκίνητα, έναντι 398.520 του 1962. ΑΘΗΝΑΙ, 10.- Κατά το 1963 εσημειώθησαν εις ολόκληρον την χώραν 433.992 αυτοκίνητα, έναντι 398.520 του 1962. [900,1110,1070,1252]
king-sect-7: ΕΙΣ ΤΗΝ ΔΑΝΙΑΝ [939,963,1032,975]
alexander-sect-4: ΑΙ ΑΛΛΟΙ ΕΠΙΣΗΜΟΙ [745,1984,856,1996]
exhibition-body: Η Διεθνής Έκθεσις Θεσσαλονίκης, κατά την εφετεινήν περίοδον της λειτουργίας της, θα εμφανισθή μεγαλυτέρα εις έκτασιν και υπό άλλην μορφήν. Συγκεκριμένως, ήδη εδήλωσαν συμμετοχήν δέκα οκτώ κράτη, μεταξύ των οποίων διά πρώτην φοράν η Αυστραλία και το Καμερούν. Η διοίκησις της Εκθέσεως συνεχίζει τας προσπαθείας της διά την προσέλκυσιν και άλλων ξένων εκθετών. Αξίζει να σημειωθή ότι μέχρι σήμερον εδήλωσαν ότι θα συμμετάσχουν επισήμως εις την Έκθεσιν τα εξής κράτη: Ηνωμέναι Πολιτείαι, Σοβιετική Ένωσις, Γαλλία, Ιταλία, Δυτική Γερμανία, Αυστρία, Βέλγιον, Γιουγκοσλαβία, Ρουμανία, Βουλγαρία, Πολωνία, Τσεχοσλοβακία, Ουγγαρία, Αυστραλία, Καμερούν και άλλα. ΑΙ ΞΕΝΑΙ ΣΥΜΜΕΤΟΧΑΙ Αξίζει να σημειωθή ότι μέχρι σήμερον εδήλωσαν ότι θα συμμετάσχουν επισήμως εις την Έκθεσιν τα εξής κράτη: Ηνωμέναι Πολιτείαι, Σοβιετική Ένωσις, Γαλλία, Ιταλία, Δυτική Γερμανία, Αυστρία, Βέλγιον, Γιουγκοσλαβία, Ρουμανία, Βουλγαρία, Πολωνία, Τσεχοσλοβακία, Ουγγαρία, Αυστραλία, Καμερούν και άλλα. Η ΔΙΑΛΕΞΙΣ ΤΟΥ Κ. ΠΟΙΓΗ Ανακοινούται ότι την Κυριακήν 11.30' π.μ. θα δοθή διάλεξις εις την αίθουσαν του Συλλόγου Θεσσαλονικέων υπό του κ. Ποιγή με θέμα την εξέλιξιν των εκθέσεων εις την Ευρώπην. [191,298,531,688]
king-sect-5: ΤΡΙΣΑΓΙΟΝ ΕΙΣ ΝΕΑΝ ΥΟΡΚΗΝ [902,672,1069,684]
alexander-headline: Καὶ ὁ βασιλεὺς Ἀλέξανδρος ἀπέθανε τὴν 4.12 ὥραν [544,1050,884,1207]
koinonika-header: ΚΟΙΝΩΝΙΚΑ [9,13,178,44]
gromyko-body: ΜΟΣΧΑ, 10.- Ο Σοβιετικός υπουργός των Εξωτερικών κ. Γκρομύκο απέστειλε συλλυπητήριον μήνυμα προς τον Έλληνα ομόλογόν του. [900,1771,1070,1839]
alexander-sect-1: ΠΟΙΟΣ ΘΑ ΧΟΡΟΣΤΑΤΗΣΗ [555,1469,699,1481]
flood-sect-3: ΚΑΤΑΣΤΡΟΦΗ ΧΩΡΙΩΝ [1296,399,1421,412]
king-sect-1: ΤΟΥ ΚΑΝΑΔΟΥ ΠΡΩΘΥΠΟΥΡΓΟΥ [581,526,676,552]
johnson-headline: Ο Κ. ΤΖΟΝΣΟΝ ΠΙΣΤΕΥΕΙ ΟΤΙ ΔΕΝ ΘΑ ΑΥΞΗΘΗ ΤΟ ΕΠΙΤΟΚΙΟΝ ΕΙΣ ΤΑΣ ΗΝ. ΠΟΛΙΤΕΙΑΣ [905,1500,1066,1560]
column-rule [184,13,185,2154]
ochoa-body: ΑΘΗΝΑΙ, 10.- Ευνόηθη, ότι η κυβέρνησις, παρά τας αρχικάς προθέσεις της, δεν προτίθεται να προχωρήση εις την συγχώνευσιν των Οργανισμών Χρηματοδοτήσεως Οικονομικής Αναπτύξεως και της Οργανώσεως Βιομηχανικής Αναπτύξεως. Κατά τους αρμοδίους, υπό τας υφισταμένας σήμερον συνθήκας, μία τοιαύτη συνένωσις θα εδημιούργει μεγάλα προβλήματα. ΑΘΗΝΑΙ, 10.- Ευνόηθη, ότι η κυβέρνησις, παρά τας αρχικάς προθέσεις της, δεν προτίθεται να προχωρήση εις την συγχώνευσιν των Οργανισμών Χρηματοδοτήσεως Οικονομικής Αναπτύξεως και της Οργανώσεως Βιομηχανικής Αναπτύξεως. Κατά τους αρμοδίους, υπό τας υφισταμένας σήμερον συνθήκας, μία τοιαύτη συνένωσις θα εδημιούργει μεγάλα προβλήματα. ΑΘΗΝΑΙ, 10.- Ευνόηθη, ότι η κυβέρνησις, παρά τας αρχικάς προθέσεις της, δεν προτίθεται να προχωρήση εις την συγχώνευσιν των Οργανισμών Χρηματοδοτήσεως Οικονομικής Αναπτύξεως και της Οργανώσεως Βιομηχανικής Αναπτύξεως. Κατά τους αρμοδίους, υπό τας υφισταμένας σήμερον συνθήκας, μία τοιαύτη συνένωσις θα εδημιούργει μεγάλα προβλήματα. ΑΘΗΝΑΙ, 10.- Ευνόηθη, ότι η κυβέρνησις, παρά τας αρχικάς προθέσεις της, δεν προτίθεται να προχωρήση εις την συγχώνευσιν των Οργανισμών Χρηματοδοτήσεως Οικονομικής Αναπτύξεως και της Οργανώσεως Βιομηχανικής Αναπτύξεως. Κατά τους αρμοδίους, υπό τας υφισταμένας σήμερον συνθήκας, μία τοιαύτη συνένωσις θα εδημιούργει μεγάλα προβλήματα. [191,2154,531,2571]
alexander-block [544,1050,884,2147]
king-kicker: ΜΕ ΤΗΝ ΕΠΙΒΑΛΛΟΜΕΝΗΝ ΜΕΓΑΛΟΠΡΕΠΕΙΑΝ [544,13,1070,34]
pickpocket-sub2: ΠΟΛΛΑΙ ΚΛΟΠΑΙ ΕΣΗΜΕΙΩΘΗΣΑΝ [1096,750,1434,773]
contractors-headline-2: εἰς εὐνοουμένους καὶ μή [1090,1179,1440,1210]
ships-headline: ΕΛΛΗΝΙΚΑ ΠΛΟΙΑ ΕΦΟΔΙΑΖΟΝΤΑΙ ΜΕ ΚΙΝΗΤΗΡΑΣ ΕΚ ΤΣΕΧΟΣΛΟΒΑΚΙΑΣ [923,1262,1048,1321]
exhibition-sub: ΑΠΟ ΤΟΥΔΕ ΕΔΗΛΩΣΑΝ ΣΥΜΜΕΤΟΧΗΝ 18 ΚΡΑΤΗ.- ΔΙΑ ΠΡΩΤΗΝ ΦΟΡΑΝ Η ΑΥΣΤΡΑΛΙΑ ΚΑΙ ΤΟ ΚΑΜΕΡΟΥΝ.- ΣΥΣΚΕΨΙΣ ΔΙΑ ΤΑ ΚΤΙΣΜΑΤΑ ΑΓ. ΦΩΤΕΙΝΗΣ [196,224,527,292]
ochoa-kicker: Παρὰ τὰς ἀρχικὰς προθέσεις [251,1971,471,1988]
organizations-headline: ΖΗΤΕΙΤΑΙ ΕΚΚΑΘΑΡΙΣΙΣ ΤΩΝ ΕΠΑΓΓΕΛΜΑΤΙΚΩΝ ΟΡΓΑΝΩΣΕΩΝ [908,1958,1063,2002]
school-body: ΑΘΗΝΑΙ, 10.- Το νέον εκπαιδευτικόν νομοσχέδιον προβλέπει ότι από του προσεχούς σχολικού έτους θα χορηγούνται δύο τύποι απολυτηρίων γυμνασίου, θετικών επιστημών και θεωρητικών. Οι τελειόφοιτοι θα εξετάζωνται εις ωρισμένα μαθήματα αναλόγως του τύπου του απολυτηρίου. ΑΘΗΝΑΙ, 10.- Το νέον εκπαιδευτικόν νομοσχέδιον προβλέπει ότι από του προσεχούς σχολικού έτους θα χορηγούνται δύο τύποι απολυτηρίων γυμνασίου, θετικών επιστημών και θεωρητικών. Οι τελειόφοιτοι θα εξετάζωνται εις ωρισμένα μαθήματα αναλόγως του τύπου του απολυτηρίου. ΑΘΗΝΑΙ, 10.- Το νέον εκπαιδευτικόν νομοσχέδιον προβλέπει ότι από του προσεχούς σχολικού έτους θα χορηγούνται δύο τύποι απολυτηρίων γυμνασίου, θετικών επιστημών και θεωρητικών. Οι τελειόφοιτοι θα εξετάζωνται εις ωρισμένα μαθήματα αναλόγως του τύπου του απολυτηρίου. ΑΘΗΝΑΙ, 10.- Το νέον εκπαιδευτικόν νομοσχέδιον προβλέπει ότι από του προσεχούς σχολικού έτους θα χορηγούνται δύο τύποι απολυτηρίων γυμνασίου, θετικών επιστημών και θεωρητικών. Οι τελειόφοιτοι θα εξετάζωνται εις ωρισμένα μαθήματα αναλόγως του τύπου του απολυτηρίου. [1083,1743,1447,2051]
proskliseis-text: Το Διοικητικόν Συμβούλιον του Συλλόγου Θεσσαλονικέων προσκαλεί τα μέλη του εις γενικήν συνέλευσιν την Κυριακήν 15 Μαρτίου ώραν 10 π.μ. εις τα γραφεία του Συλλόγου. Θέματα ημερησίας διατάξεως: λογοδοσία, έγκρισις ισολογισμού και αρχαιρεσίαι. Το Διοικητικόν Συμβούλιον του Συλλόγου Θεσσαλονικέων προσκαλεί τα μέλη του εις γενικήν συνέλευσιν την Κυριακήν 15 Μαρτίου ώραν 10 π.μ. εις τα γραφεία του Συλλόγου. Θέματα ημερησίας διατάξεως: λογοδοσία, έγκρισις ισολογισμού και αρχαιρεσίαι. Το Διοικητικόν Συμβούλιον του Συλλόγου Θεσσαλονικέων προσκαλεί τα μέλη του εις γενικήν συνέλευσιν την Κυριακήν 15 Μαρτίου ώραν 10 π.μ. εις τα γραφεία του Συλλόγου. Θέματα ημερησίας διατάξεως: λογοδοσία, έγκρισις ισολογισμού και αρχαιρεσίαι. [9,1608,178,1950]
school-headline: ΔΥΟ ΤΥΠΟΙ ΑΠΟΛΥΤΗΡΙΩΝ ΓΥΜΝΑΣΙΟΥ ΑΠΟ ΤΟΥ ΠΡΟΣΕΧΟΥΣ ΣΧΟΛΙΚΟΥ ΕΤΟΥΣ [1095,1625,1435,1691]
mellontes-gamoi-title: Μέλλοντες γάμοι [9,469,131,484]
king-sect-8: Η ΙΤΑΛΙΚΗ ΑΝΤΙΠΡΟΣΩΠΕΙΑ [551,934,707,947]
mice-headline: ΠΕΙΡΑΜΑ ΜΕ 10.000 ΠΟΝΤΙΚΟΥΣ ΔΙΑ ΝΑ ΔΙΑΠΙΣΤΩΘΗ ΑΝ Ο ΚΑΠΝΟΣ ΠΡΟΚΑΛΕΙ, ΠΡΑΓΜΑΤΙ, ΚΑΡΚΙΝΟΝ [201,1591,521,1704]
loan-kicker: ΜΕΣΩ ΤΟΥ "ΚΟΝΣΟΡΤΣΙΟΥΜ" [238,704,485,722]
panama-headline: ΕΝΑΥΓΑΝ ΑΙ ΣΥΝΟΜΙΛΙΑΙ ΔΙΑ ΤΗΝ ΔΙΑΡΥΓΑ ΛΟΓΩ ΥΠΕΡΒΟΛΙΚΩΝ ΑΞΙΩΣΕΩΝ ΤΟΥ ΠΑΝΑΜΑ [545,2158,1069,2192]
flood-headline: Μεγάλαι αἱ καταστροφαὶ εἰς τὸ Ἐσκὶ Σεχὶρ ἐκ πρωτοφανῶν πλημμυρῶν [1101,54,1429,206]
ochoa-headline: Δὲν προβλέπεται πρὸς τὸ παρὸν ἡ συγχώνευσις ΟΧΟΑ καὶ ΟΒΑ [195,1990,528,2101]
giortazei-text: Ο κ. Σεραφείμ Χατζηστέφου εορτάζει αύριο τόν έορτασμόν του. Νέοι επιστήμονες διορίσθησαν εις τάς θέσεις των νομικών και ιατρικών υπηρεσιών. [9,66,178,126]
exhibition-headline: Μεγαλυτέρα εἰς ἔκτασιν καὶ ὑπὸ ἄλλην μορφὴν θὰ ἐμφανισθῇ ἡ Ἔκθεσις [205,54,518,220]
center-lower [544,1050,1070,2147]
pickpocket-sect-2: ΣΥΣΤΑΣΕΙΣ [1141,918,1202,931]
contractors-sub: ΑΠΑΝΤΕΣ ΘΑ ΤΥΓΧΑΝΟΥΝ ΕΦΕΞΗΣ ΑΥΣΤΗΡΑΣ ΜΕΝ, ΑΛΛΑ ΔΙΚΑΙΑΣ ΚΑΙ ΙΣΗΣ ΜΕΤΑΧΕΙΡΙΣΕΩΣ.- ΤΑ ΕΡΓΑ ΘΑ ΕΚΤΕΛΟΥΝΤΑΙ ΔΙΑ ΔΗΜΟΠΡΑΣΙΩΝ ΚΑΙ ΟΧΙ ΔΙ' ΑΠΕΥΘΕΙΑΣ ΑΝΑΘΕΣΕΩΣ ΑΥΤΩΝ.- [1084,1212,1446,1275]
pickpocket-sub: Συνέρρευσαν μαζὶ μὲ τοὺς ξένους τοὺς ἀφιχθέντας διὰ τὴν κηδείαν τοῦ βασιλέως [1088,714,1441,748]
pickpocket-headline: Κῦμα διεθνῶν πορτοφολάδων κατέκλυσε τὰς Ἀθήνας καὶ ἤρχισε τὴν «δρᾶσιν» του [1087,575,1442,712]
thief-headline: ΣΥΓΧΡΟΝΟΣ ΛΩΠΟΔΥΤΗΣ-ΦΑΝΤΑΣΜΑ ΑΝΑΣΤΑΤΩΝΕΙ ΤΗΝ ΑΣΤΥΝΟΜΙΑΝ ΕΙΣ ΠΟΛΛΑ ΠΡΟΑΣΤΙΑ ΤΩΝ ΑΘΗΝΩΝ [207,1129,515,1242]
king-sub-italic: Πρόεδροι, βασιλεῖς καὶ πρίγκηπες φθάνουν ἀνὰ πᾶσαν ὥραν εἰς Ἀθήνας [563,125,1051,205]
